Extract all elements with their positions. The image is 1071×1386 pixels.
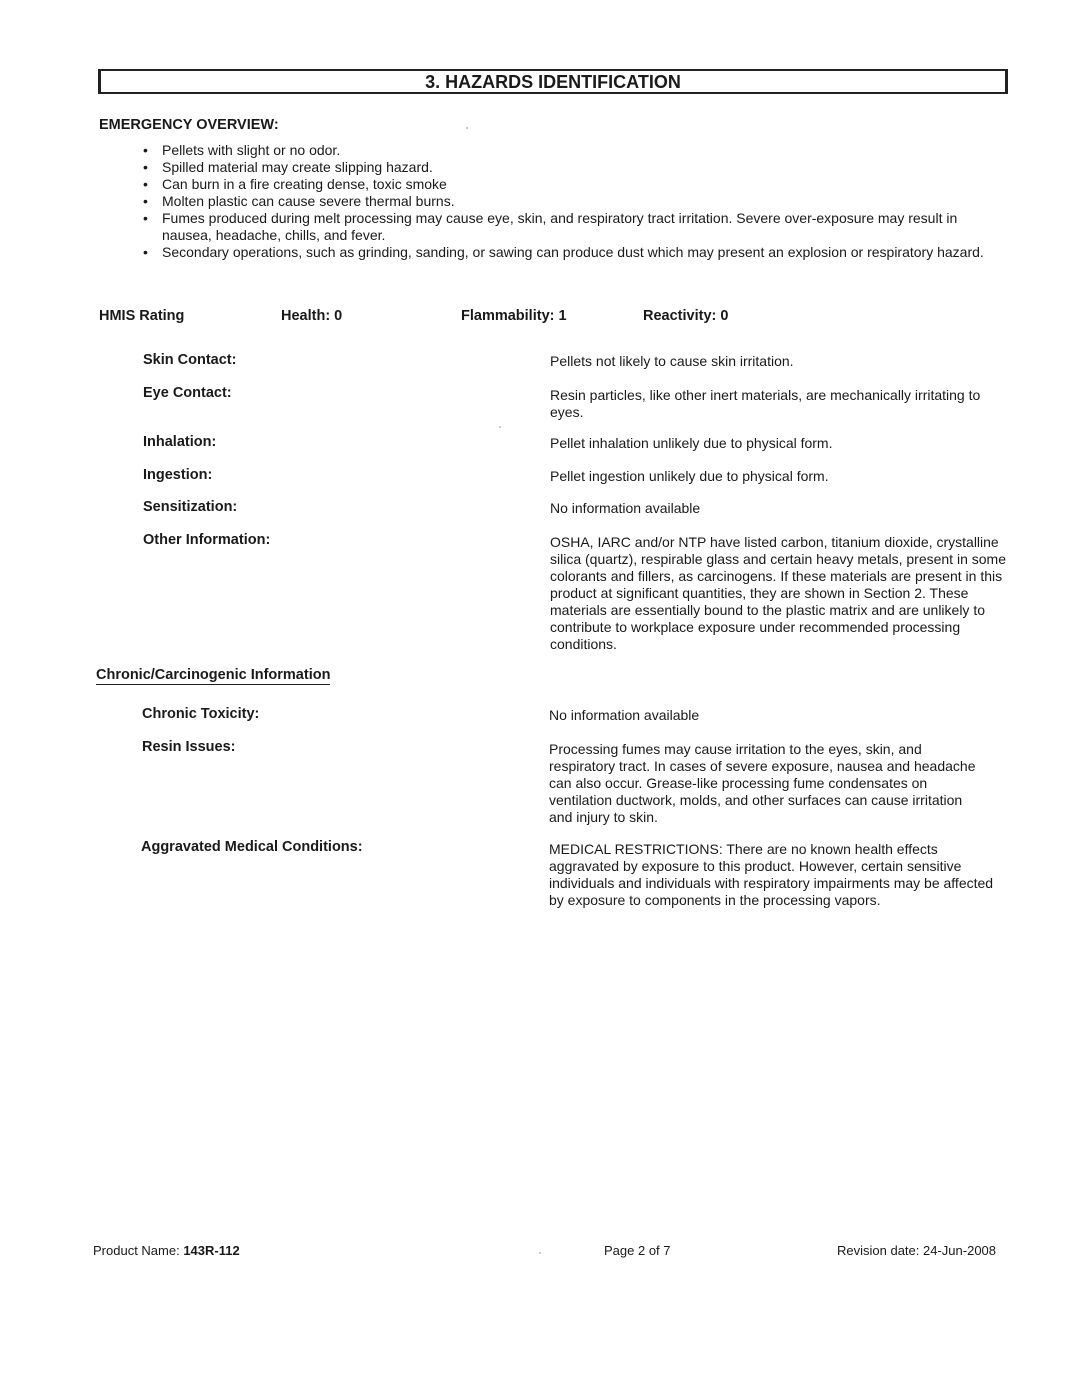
revision-date-label: Revision date: bbox=[837, 1243, 920, 1258]
resin-issues-label: Resin Issues: bbox=[142, 739, 236, 755]
footer-product bbox=[93, 1243, 240, 1258]
skin-contact-label: Skin Contact: bbox=[143, 352, 237, 368]
list-item: • Spilled material may create slipping hazard. bbox=[142, 159, 1002, 176]
emergency-overview-title: EMERGENCY OVERVIEW: bbox=[99, 117, 279, 133]
inhalation-value: Pellet inhalation unlikely due to physical form. bbox=[550, 435, 833, 451]
inhalation-label: Inhalation: bbox=[143, 434, 217, 450]
eye-contact-value: Resin particles, like other inert materials, are mechanically irritating to eyes. bbox=[550, 387, 981, 420]
list-item: • Secondary operations, such as grinding, sanding, or sawing can produce dust which may present an explosion or respiratory hazard. bbox=[142, 244, 1002, 261]
chronic-toxicity-label: Chronic Toxicity: bbox=[142, 706, 260, 722]
scan-speck bbox=[499, 426, 501, 428]
aggravated-conditions-value: MEDICAL RESTRICTIONS: There are no known health effects aggravated by exposure to this product. However, certain sensitive individuals and individuals with respiratory impairments may be affected by exposure to components in the processing vapors. bbox=[549, 841, 994, 908]
hmis-flammability: Flammability: 1 bbox=[461, 308, 567, 324]
list-item: • Pellets with slight or no odor. bbox=[142, 142, 1002, 159]
ingestion-value: Pellet ingestion unlikely due to physical form. bbox=[550, 468, 829, 484]
ingestion-label: Ingestion: bbox=[143, 467, 213, 483]
other-information-label: Other Information: bbox=[143, 532, 271, 548]
hmis-health: Health: 0 bbox=[281, 308, 343, 324]
hmis-rating-row bbox=[0, 308, 1071, 328]
aggravated-conditions-label: Aggravated Medical Conditions: bbox=[141, 839, 363, 855]
emergency-overview-list bbox=[142, 142, 1002, 261]
list-item: • Fumes produced during melt processing may cause eye, skin, and respiratory tract irritation. Severe over-exposure may result in nausea, headache, chills, and fever. bbox=[142, 210, 1002, 244]
section-title: 3. HAZARDS IDENTIFICATION bbox=[98, 69, 1008, 94]
product-name-value: 143R-112 bbox=[183, 1243, 240, 1258]
other-information-value: OSHA, IARC and/or NTP have listed carbon, titanium dioxide, crystalline silica (quartz), respirable glass and certain heavy metals, present in some colorants and fillers, as carcinogens. If these materials are present in this product at significant quantities, they are shown in Section 2. These materials are essentially bound to the plastic matrix and are unlikely to contribute to workplace exposure under recommended processing conditions. bbox=[550, 534, 1006, 652]
chronic-carcinogenic-heading: Chronic/Carcinogenic Information bbox=[96, 667, 331, 683]
sensitization-value: No information available bbox=[550, 500, 701, 516]
hmis-reactivity: Reactivity: 0 bbox=[643, 308, 729, 324]
skin-contact-value: Pellets not likely to cause skin irritation. bbox=[550, 353, 794, 369]
eye-contact-label: Eye Contact: bbox=[143, 385, 232, 401]
scan-speck bbox=[539, 1252, 541, 1254]
footer-revision bbox=[837, 1243, 996, 1258]
resin-issues-value: Processing fumes may cause irritation to the eyes, skin, and respiratory tract. In cases of severe exposure, nausea and headache can also occur. Grease-like processing fume condensates on ventilation ductwork, molds, and other surfaces can cause irritation and injury to skin. bbox=[549, 741, 976, 825]
footer-page-number: Page 2 of 7 bbox=[604, 1243, 671, 1258]
product-name-label: Product Name: bbox=[93, 1243, 180, 1258]
chronic-toxicity-value: No information available bbox=[549, 707, 700, 723]
sensitization-label: Sensitization: bbox=[143, 499, 238, 515]
scan-speck bbox=[466, 127, 468, 129]
hmis-label: HMIS Rating bbox=[99, 308, 185, 324]
list-item: • Molten plastic can cause severe thermal burns. bbox=[142, 193, 1002, 210]
revision-date-value: 24-Jun-2008 bbox=[923, 1243, 997, 1258]
list-item: • Can burn in a fire creating dense, toxic smoke bbox=[142, 176, 1002, 193]
